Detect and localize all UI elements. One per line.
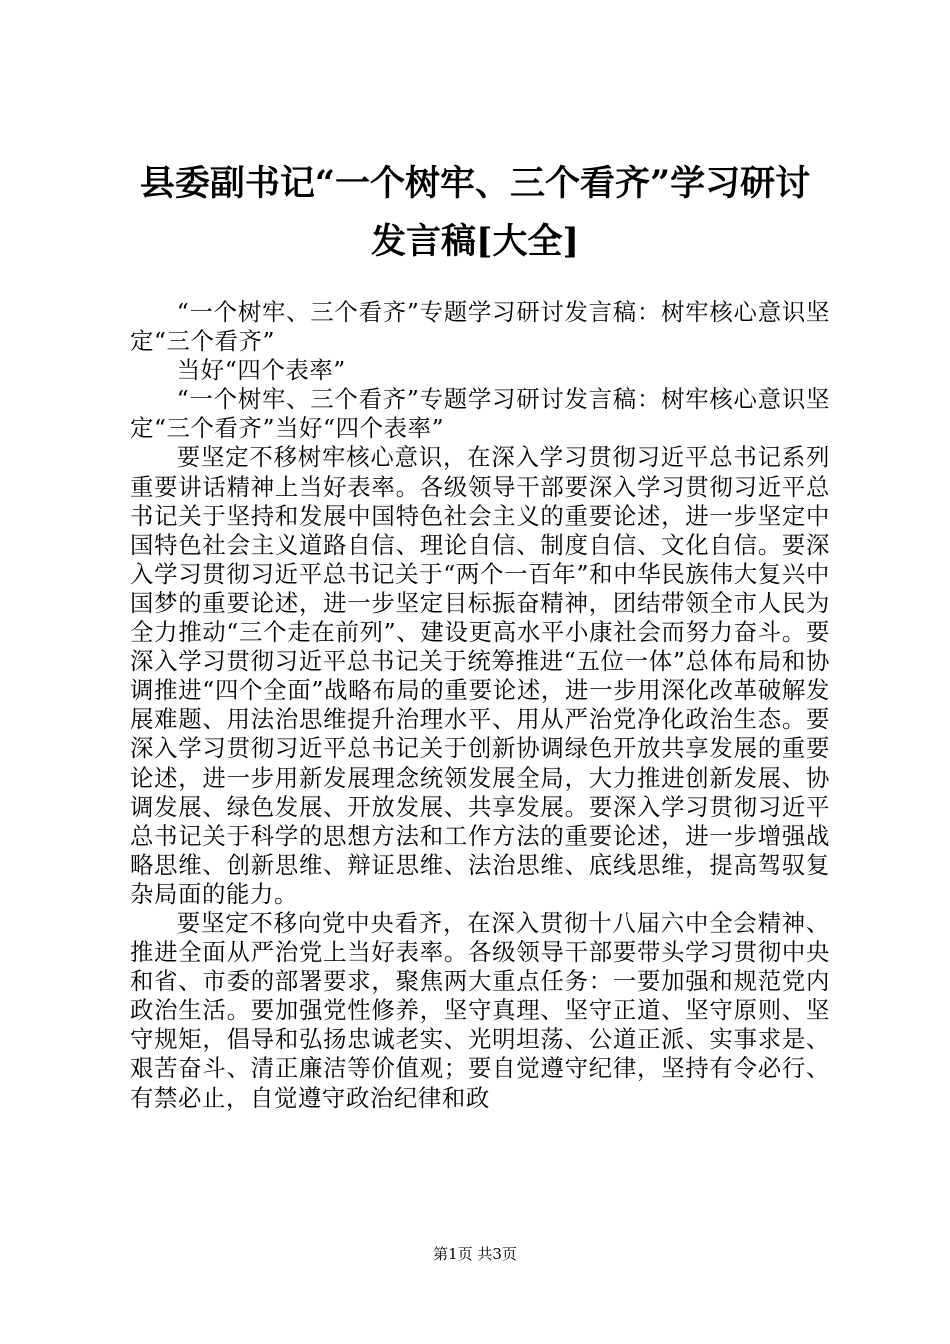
- paragraph: 当好“四个表率”: [176, 356, 346, 385]
- document-body: [130, 298, 830, 1113]
- page-number-footer: 第1页 共3页: [433, 1245, 517, 1263]
- document-title-line-2: 发言稿[大全]: [370, 221, 580, 262]
- document-title-line-1: 县委副书记“一个树牢、三个看齐”学习研讨: [139, 163, 811, 204]
- paragraph: 要坚定不移向党中央看齐，在深入贯彻十八届六中全会精神、推进全面从严治党上当好表率。各级领导干部要带头学习贯彻中央和省、市委的部署要求，聚焦两大重点任务：一要加强和规范党内政治生活。要加强党性修养，坚守真理、坚守正道、坚守原则、坚守规矩，倡导和弘扬忠诚老实、光明坦荡、公道正派、实事求是、艰苦奋斗、清正廉洁等价值观；要自觉遵守纪律，坚持有令必行、有禁必止，自觉遵守政治纪律和政: [130, 908, 830, 1112]
- paragraph: “一个树牢、三个看齐”专题学习研讨发言稿：树牢核心意识坚定“三个看齐”当好“四个表率”: [130, 385, 830, 443]
- paragraph: “一个树牢、三个看齐”专题学习研讨发言稿：树牢核心意识坚定“三个看齐”: [130, 298, 830, 356]
- paragraph: 要坚定不移树牢核心意识，在深入学习贯彻习近平总书记系列重要讲话精神上当好表率。各级领导干部要深入学习贯彻习近平总书记关于坚持和发展中国特色社会主义的重要论述，进一步坚定中国特色社会主义道路自信、理论自信、制度自信、文化自信。要深入学习贯彻习近平总书记关于“两个一百年”和中华民族伟大复兴中国梦的重要论述，进一步坚定目标振奋精神，团结带领全市人民为全力推动“三个走在前列”、建设更高水平小康社会而努力奋斗。要深入学习贯彻习近平总书记关于统筹推进“五位一体”总体布局和协调推进“四个全面”战略布局的重要论述，进一步用深化改革破解发展难题、用法治思维提升治理水平、用从严治党净化政治生态。要深入学习贯彻习近平总书记关于创新协调绿色开放共享发展的重要论述，进一步用新发展理念统领发展全局，大力推进创新发展、协调发展、绿色发展、开放发展、共享发展。要深入学习贯彻习近平总书记关于科学的思想方法和工作方法的重要论述，进一步增强战略思维、创新思维、辩证思维、法治思维、底线思维，提高驾驭复杂局面的能力。: [130, 443, 830, 908]
